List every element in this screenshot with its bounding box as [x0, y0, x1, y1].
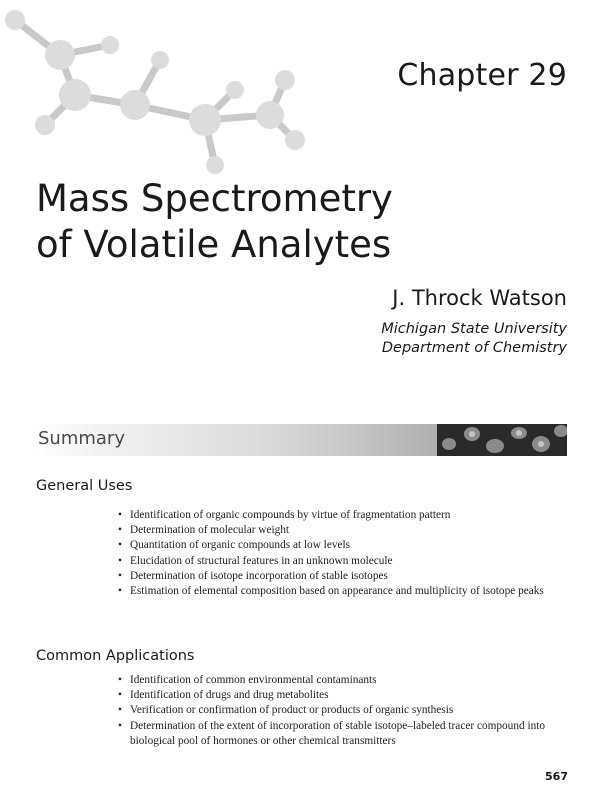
banner-molecule-art	[437, 424, 567, 456]
summary-banner	[34, 424, 567, 456]
common-applications-list	[118, 673, 558, 749]
list-item: • Elucidation of structural features in an unknown molecule	[118, 554, 558, 569]
list-item: • Identification of organic compounds by virtue of fragmentation pattern	[118, 508, 558, 523]
chapter-label: Chapter 29	[397, 58, 567, 93]
list-item: • Identification of drugs and drug metabolites	[118, 688, 558, 703]
author-affiliation-university: Michigan State University	[381, 321, 567, 337]
author-block	[381, 286, 567, 358]
list-item: • Quantitation of organic compounds at low levels	[118, 538, 558, 553]
general-uses-list	[118, 508, 558, 599]
author-affiliation-department: Department of Chemistry	[381, 340, 567, 356]
list-item: • Determination of molecular weight	[118, 523, 558, 538]
common-applications-heading: Common Applications	[36, 648, 195, 664]
chapter-title-line-1: Mass Spectrometry	[36, 177, 393, 220]
summary-heading: Summary	[38, 428, 125, 449]
molecule-illustration	[0, 0, 340, 180]
list-item: • Estimation of elemental composition based on appearance and multiplicity of isotope peaks	[118, 584, 558, 599]
author-name: J. Throck Watson	[392, 286, 567, 310]
list-item: • Verification or confirmation of product or products of organic synthesis	[118, 703, 558, 718]
chapter-title-line-2: of Volatile Analytes	[36, 223, 392, 266]
list-item: • Determination of the extent of incorporation of stable isotope–labeled tracer compound into biological pool of hormones or other chemical transmitters	[118, 719, 558, 749]
chapter-title	[36, 176, 393, 268]
page-number: 567	[545, 770, 568, 783]
list-item: • Identification of common environmental contaminants	[118, 673, 558, 688]
general-uses-heading: General Uses	[36, 478, 133, 494]
list-item: • Determination of isotope incorporation of stable isotopes	[118, 569, 558, 584]
